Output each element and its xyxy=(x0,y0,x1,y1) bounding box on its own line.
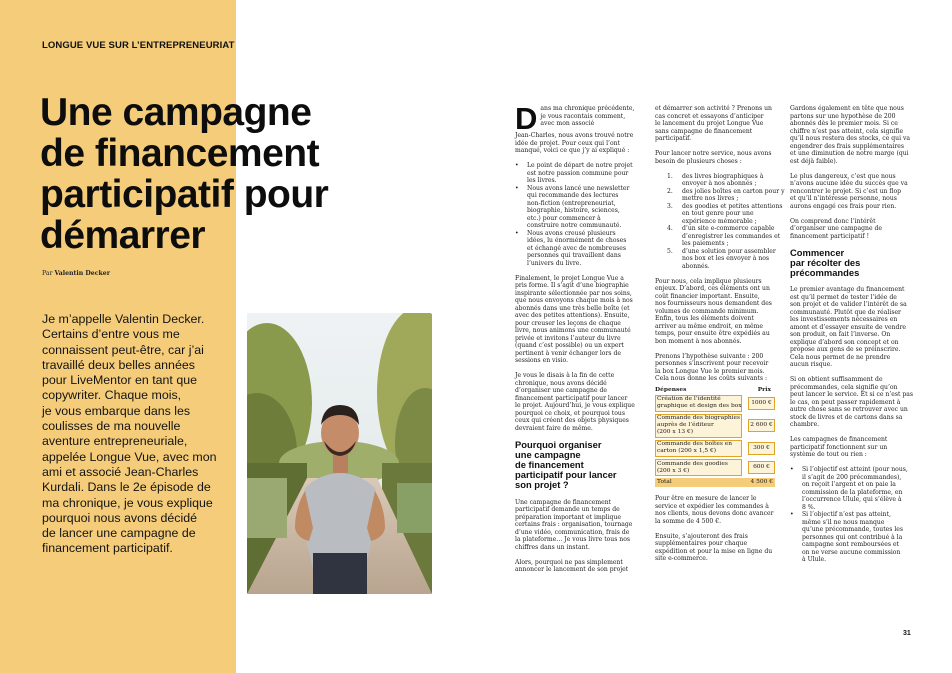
text-line: Commande des goodies xyxy=(657,460,728,467)
text-line: amont et d’essayer ensuite de vendre xyxy=(790,323,906,331)
text-line: Pour lancer notre service, nous avons xyxy=(655,150,772,157)
text-line: envoyer à nos abonnés ; xyxy=(682,180,757,187)
text-line: pertinent à venir échanger lors de xyxy=(515,349,621,357)
subheading-line: participatif pour lancer xyxy=(515,469,617,481)
text-line: campagne sont remboursées et xyxy=(802,541,899,549)
text-line: le lancement du projet Longue Vue xyxy=(655,120,764,127)
text-line: arriver au même endroit, en même xyxy=(655,322,764,330)
text-line: nos fournisseurs nous demandent des xyxy=(655,300,772,307)
text-line: enjeux. D’abord, ces éléments ont un xyxy=(655,285,770,292)
text-line: à Ulule. xyxy=(802,556,827,564)
budget-table xyxy=(655,386,775,488)
text-line: les paiements ; xyxy=(682,240,729,247)
text-line: privée et invitons l’auteur du livre xyxy=(515,334,621,342)
text-line: temps, pour ensuite être expédiés au xyxy=(655,330,770,337)
text-line: abonnés. xyxy=(682,262,710,270)
text-line: pris forme. Il s’agit d’une biographie xyxy=(515,282,629,289)
row-price: 2 600 € xyxy=(748,419,775,432)
headline-line: de financement xyxy=(40,132,320,175)
list-number: 4. xyxy=(667,225,673,232)
list-item: • Le point de départ de notre projet est notre passion commune pour les livres. xyxy=(515,162,639,185)
text-line: Le premier avantage du financement xyxy=(790,286,905,294)
intro-line: je vous embarque dans les xyxy=(42,403,191,418)
text-line: personnes s’inscrivent pour recevoir xyxy=(655,360,769,367)
paragraph xyxy=(655,533,775,563)
subheading-line: son projet ? xyxy=(515,479,569,491)
text-line: des goodies et petites attentions xyxy=(682,202,783,210)
text-line: Jean-Charles, nous avons trouvé notre xyxy=(515,132,634,139)
text-line: d’organiser une campagne de xyxy=(790,225,883,232)
text-line: (quand c’est possible) ou un expert xyxy=(515,342,624,349)
row-label xyxy=(655,459,742,476)
text-line: Le plus dangereux, c’est que nous xyxy=(790,172,896,180)
text-line: Finalement, le projet Longue Vue a xyxy=(515,274,624,282)
section-label: LONGUE VUE SUR L’ENTREPRENEURIAT xyxy=(42,40,235,51)
text-line: d’enregistrer les commandes et xyxy=(682,232,781,240)
article-column-2 xyxy=(655,105,785,570)
text-line: Pour nous, cela implique plusieurs xyxy=(655,277,762,285)
subheading-line: de financement xyxy=(515,458,584,470)
intro-line: coulisses de ma nouvelle xyxy=(42,419,181,434)
text-line: Nous avons lancé une newsletter xyxy=(527,184,630,192)
paragraph xyxy=(655,353,775,383)
text-line: graphique et design des box xyxy=(657,403,742,410)
text-line: financement participatif ! xyxy=(790,232,870,240)
text-line: et démarrer son activité ? Prenons un xyxy=(655,105,772,112)
text-line: l’occurrence Ulule, qui s’élève à xyxy=(802,496,902,504)
text-line: (200 x 13 €) xyxy=(657,429,694,436)
article-column-3 xyxy=(790,105,914,564)
text-line: site e-commerce. xyxy=(655,555,708,563)
byline xyxy=(42,270,110,277)
text-line: Nous avons creusé plusieurs xyxy=(527,229,616,237)
text-line: personnes qui ont contribué à la xyxy=(802,533,903,541)
table-row xyxy=(655,440,775,457)
text-line: la box Longue Vue le premier mois. xyxy=(655,367,765,375)
text-line: (200 x 3 €) xyxy=(657,467,690,474)
text-line: annoncer le lancement de son projet xyxy=(515,566,629,574)
intro-line: de lancer une campagne de xyxy=(42,526,196,541)
byline-author: Valentin Decker xyxy=(54,270,110,277)
list-number: 3. xyxy=(667,202,673,210)
text-line: Cela nous donne les coûts suivants : xyxy=(655,375,768,382)
intro-paragraph xyxy=(42,312,247,557)
text-line: même s’il ne nous manque xyxy=(802,518,885,526)
text-line: Commande des biographies xyxy=(657,415,741,422)
text-line: aurons engagé ces frais pour rien. xyxy=(790,202,897,210)
text-line: ceux qui créent des objets physiques xyxy=(515,417,629,424)
subheading-line: une campagne xyxy=(515,448,581,460)
intro-line: ami et associé Jean-Charles xyxy=(42,464,199,479)
text-line: qu’il nous restera des stocks, ce qui va xyxy=(790,135,911,142)
list-number: 1. xyxy=(667,172,673,180)
text-line: partons sur une hypothèse de 200 xyxy=(790,112,896,120)
text-line: communauté. Plutôt que de réaliser xyxy=(790,308,901,316)
text-line: nos clients, nous devons donc avancer xyxy=(655,510,774,518)
text-line: financement participatif pour lancer xyxy=(515,394,628,402)
list-item: • Si l’objectif n’est pas atteint, même s’il ne nous manque qu’une précommande, toutes les personnes qui ont contribué à la campagne sont remboursées et on ne verse aucune commission à Ulule. xyxy=(790,511,903,564)
row-label xyxy=(655,440,742,457)
text-line: des livres biographiques à xyxy=(682,172,764,180)
text-line: aucun risque. xyxy=(790,361,833,369)
text-line: Si l’objectif n’est pas atteint, xyxy=(802,511,891,519)
byline-prefix: Par xyxy=(42,270,53,277)
text-line: chronique, nous avons décidé xyxy=(515,379,607,387)
text-line: d’une solution pour assembler xyxy=(682,247,776,255)
text-line: etc.) pour commencer à xyxy=(527,214,601,222)
text-line: certains frais : organisation, tournage xyxy=(515,521,633,529)
text-line: Alors, pourquoi ne pas simplement xyxy=(515,558,623,566)
text-line: construire notre communauté. xyxy=(527,222,622,229)
text-line: manqué, voici ce que j’y ai expliqué : xyxy=(515,147,630,154)
list-number: 5. xyxy=(667,247,673,255)
text-line: 8 %. xyxy=(802,503,816,511)
text-line: Si on obtient suffisamment de xyxy=(790,376,883,384)
paragraph xyxy=(790,286,907,369)
paragraph xyxy=(515,499,639,552)
bullet-list xyxy=(790,466,908,564)
text-line: stock de livres et de cartons dans sa xyxy=(790,413,903,421)
paragraph xyxy=(655,150,775,165)
drop-cap: D xyxy=(515,101,538,136)
text-line: Création de l’identité xyxy=(657,396,721,403)
text-line: sans campagne de financement xyxy=(655,127,753,135)
list-item: • Si l’objectif est atteint (pour nous, il s’agit de 200 précommandes), on reçoit l’argent et on paie la commission de la plateforme, en l’occurrence Ulule, qui s’élève à 8 %. xyxy=(790,466,908,511)
list-item xyxy=(667,187,785,203)
text-line: des jolies boîtes en carton pour y xyxy=(682,187,785,195)
text-line: que nous envoyons chaque mois à nos xyxy=(515,297,633,304)
text-line: la somme de 4 500 €. xyxy=(655,517,722,525)
bullet-list xyxy=(515,162,639,267)
text-line: la plateforme… Je vous livre tous nos xyxy=(515,536,631,544)
paragraph xyxy=(655,278,775,346)
text-line: est déjà faible). xyxy=(790,157,838,165)
text-line: commission de la plateforme, en xyxy=(802,488,903,496)
text-line: je vous racontais comment, xyxy=(540,112,626,120)
text-line: Si l’objectif est atteint (pour nous, xyxy=(802,466,908,474)
text-line: explique d’abord son concept et on xyxy=(790,338,899,346)
list-item: • Nous avons creusé plusieurs idées, lu énormément de choses et échangé avec de nombreuses personnes qui travaillent dans l’univers du livre. xyxy=(515,230,639,268)
subheading xyxy=(515,440,639,491)
text-line: Commande des boîtes en xyxy=(657,441,733,448)
paragraph xyxy=(655,495,775,525)
text-line: les livres. xyxy=(527,177,557,184)
text-line: il s’agit de 200 précommandes), xyxy=(802,473,902,481)
text-line: système de tout ou rien : xyxy=(790,451,867,459)
text-line: participatif fonctionnent sur un xyxy=(790,443,888,451)
paragraph xyxy=(790,436,902,459)
intro-line: ma chronique, je vous explique xyxy=(42,495,213,510)
intro-line: connaissent peut-être, car j’ai xyxy=(42,342,204,357)
table-row xyxy=(655,459,775,476)
list-item xyxy=(667,202,783,226)
text-line: propose aux gens de se préinscrire. xyxy=(790,346,901,354)
table-header xyxy=(655,386,775,393)
subheading xyxy=(790,248,902,279)
header-price: Prix xyxy=(757,385,771,393)
text-line: mettre nos livres ; xyxy=(682,195,739,202)
paragraph xyxy=(790,105,911,165)
list-item: • Nous avons lancé une newsletter qui recommande des lectures non-fiction (entrepreneuriat, biographie, histoire, sciences, etc.) pour commencer à construire notre communauté. xyxy=(515,185,639,230)
text-line: expérience mémorable ; xyxy=(682,217,757,225)
intro-line: Kurdali. Dans le 2e épisode de xyxy=(42,480,211,495)
text-line: coût financier important. Ensuite, xyxy=(655,292,760,300)
text-line: On comprend donc l’intérêt xyxy=(790,217,876,225)
text-line: Ensuite, s’ajouteront des frais xyxy=(655,532,748,540)
opening-paragraph xyxy=(515,101,639,155)
table-row xyxy=(655,395,775,412)
text-line: sessions en visio. xyxy=(515,357,569,364)
header-expenses: Dépenses xyxy=(655,385,687,393)
text-line: non-fiction (entrepreneuriat, xyxy=(527,199,616,207)
text-line: service et expédier les commandes à xyxy=(655,502,769,510)
text-line: bon moment à nos abonnés. xyxy=(655,337,742,345)
text-line: le cas, on peut passer rapidement à xyxy=(790,398,901,406)
text-line: biographie, histoire, sciences, xyxy=(527,207,620,214)
text-line: volumes de commande minimum. xyxy=(655,307,759,315)
text-line: engendrer des frais supplémentaires xyxy=(790,142,905,150)
text-line: devraient faire de même. xyxy=(515,424,593,432)
text-line: on reçoit l’argent et on paie la xyxy=(802,481,896,489)
text-line: avec mon associé xyxy=(540,120,595,127)
paragraph xyxy=(790,376,914,429)
row-label xyxy=(655,395,742,412)
text-line: Le point de départ de notre projet xyxy=(527,162,633,169)
total-value: 4 500 € xyxy=(750,479,773,486)
text-line: le projet. Aujourd’hui, je vous explique xyxy=(515,402,635,409)
text-line: d’une vidéo, communication, frais de xyxy=(515,528,630,536)
page-number: 31 xyxy=(903,630,911,637)
text-line: Enfin, tous les éléments doivent xyxy=(655,315,754,322)
table-row xyxy=(655,414,775,438)
intro-line: copywriter. Chaque mois, xyxy=(42,388,182,403)
text-line: Cela nous permet de ne prendre xyxy=(790,353,891,361)
headline-line: participatif pour xyxy=(40,173,329,216)
text-line: participatif demande un temps de xyxy=(515,506,620,514)
text-line: l’univers du livre. xyxy=(527,259,582,267)
text-line: et une diminution de notre marge (qui xyxy=(790,150,909,157)
total-label: Total xyxy=(657,479,672,486)
text-line: ans ma chronique précédente, xyxy=(540,105,635,112)
text-line: les investissements nécessaires en xyxy=(790,316,898,324)
paragraph xyxy=(515,275,639,365)
text-line: expédition et pour la mise en ligne du xyxy=(655,547,773,555)
intro-line: pourquoi nous avons décidé xyxy=(42,510,197,525)
intro-line: aventure entrepreneuriale, xyxy=(42,434,188,449)
text-line: participatif. xyxy=(655,135,692,142)
headline xyxy=(40,92,400,256)
text-line: chiffres dans un instant. xyxy=(515,543,590,551)
text-line: personnes qui travaillent dans xyxy=(527,252,621,259)
text-line: rencontrer le projet. Si c’est un flop xyxy=(790,187,902,195)
text-line: en tout genre pour une xyxy=(682,210,754,217)
text-line: nos box et les envoyer à nos xyxy=(682,255,770,262)
list-item xyxy=(667,248,775,271)
text-line: supplémentaires pour chaque xyxy=(655,540,748,548)
text-line: inspirante sélectionnée par nos soins, xyxy=(515,289,632,297)
paragraph xyxy=(790,172,908,211)
text-line: Prenons l’hypothèse suivante : 200 xyxy=(655,352,764,360)
author-photo xyxy=(247,313,432,594)
row-price: 600 € xyxy=(748,461,775,474)
text-line: est qu’il permet de tester l’idée de xyxy=(790,293,897,301)
intro-line: financement participatif. xyxy=(42,541,173,556)
paragraph xyxy=(515,559,639,574)
paragraph xyxy=(655,105,775,143)
row-price: 1000 € xyxy=(748,397,775,410)
intro-line: Certains d’entre vous me xyxy=(42,327,180,342)
text-line: son produit, on fait l’inverse. On xyxy=(790,331,891,339)
row-price: 300 € xyxy=(748,442,775,455)
list-item xyxy=(667,225,781,248)
text-line: Les campagnes de financement xyxy=(790,436,888,444)
text-line: chiffre n’est pas atteint, cela signifie xyxy=(790,127,904,135)
text-line: on ne verse aucune commission xyxy=(802,548,901,556)
text-line: chambre. xyxy=(790,421,820,429)
text-line: abonnés dès le premier mois. Si ce xyxy=(790,120,898,127)
text-line: idée de projet. Pour ceux qui l’ont xyxy=(515,139,620,147)
text-line: autre chose sans se retrouver avec un xyxy=(790,406,908,414)
headline-line: démarrer xyxy=(40,214,206,257)
subheading-line: précommandes xyxy=(790,266,860,278)
text-line: idées, lu énormément de choses xyxy=(527,237,627,244)
subheading-line: par récolter des xyxy=(790,256,861,268)
text-line: préparation important et implique xyxy=(515,513,621,521)
text-line: peut lancer le service. Et si ce n’est pas xyxy=(790,391,914,399)
text-line: pour creuser les leçons de chaque xyxy=(515,319,621,327)
text-line: précommandes, cela signifie qu’on xyxy=(790,383,898,391)
list-number: 2. xyxy=(667,187,673,195)
text-line: d’un site e-commerce capable xyxy=(682,225,775,232)
list-item xyxy=(667,173,775,188)
text-line: abonnés dans une très belle boîte (et xyxy=(515,304,630,312)
headline-line: Une campagne xyxy=(40,91,312,134)
text-line: son projet et de valider l’intérêt de sa xyxy=(790,301,907,309)
text-line: carton (200 x 1,5 €) xyxy=(657,448,717,455)
text-line: besoin de plusieurs choses : xyxy=(655,157,742,165)
text-line: et échangé avec de nombreuses xyxy=(527,244,626,252)
text-line: cas concret et essayons d’anticiper xyxy=(655,112,764,120)
text-line: est notre passion commune pour xyxy=(527,169,629,177)
text-line: livre, nous animons une communauté xyxy=(515,327,631,334)
text-line: n’avons aucune idée du succès que va xyxy=(790,180,908,187)
row-label xyxy=(655,414,742,438)
subheading-line: Commencer xyxy=(790,246,845,258)
text-line: qu’une précommande, toutes les xyxy=(802,526,903,534)
text-line: Je vous le disais à la fin de cette xyxy=(515,372,615,379)
text-line: Une campagne de financement xyxy=(515,498,612,506)
intro-line: travaillé deux belles années xyxy=(42,357,195,372)
text-line: avec des petites attentions). Ensuite, xyxy=(515,312,630,319)
text-line: Gardons également en tête que nous xyxy=(790,105,904,112)
paragraph xyxy=(515,372,639,432)
text-line: et qu’il n’intéresse personne, nous xyxy=(790,195,897,202)
intro-line: appelée Longue Vue, avec mon xyxy=(42,449,217,464)
article-column-1 xyxy=(515,101,639,581)
intro-line: pour LiveMentor en tant que xyxy=(42,373,197,388)
table-total-row xyxy=(655,478,775,487)
numbered-list xyxy=(655,172,785,271)
text-line: qui recommande des lectures xyxy=(527,192,619,199)
text-line: Pour être en mesure de lancer le xyxy=(655,495,757,503)
intro-line: Je m’appelle Valentin Decker. xyxy=(42,312,205,326)
text-line: auprès de l’éditeur xyxy=(657,422,714,429)
subheading-line: Pourquoi organiser xyxy=(515,438,602,450)
text-line: d’organiser une campagne de xyxy=(515,387,608,394)
text-line: pourquoi ce choix, et pourquoi tous xyxy=(515,409,625,417)
paragraph xyxy=(790,218,902,241)
